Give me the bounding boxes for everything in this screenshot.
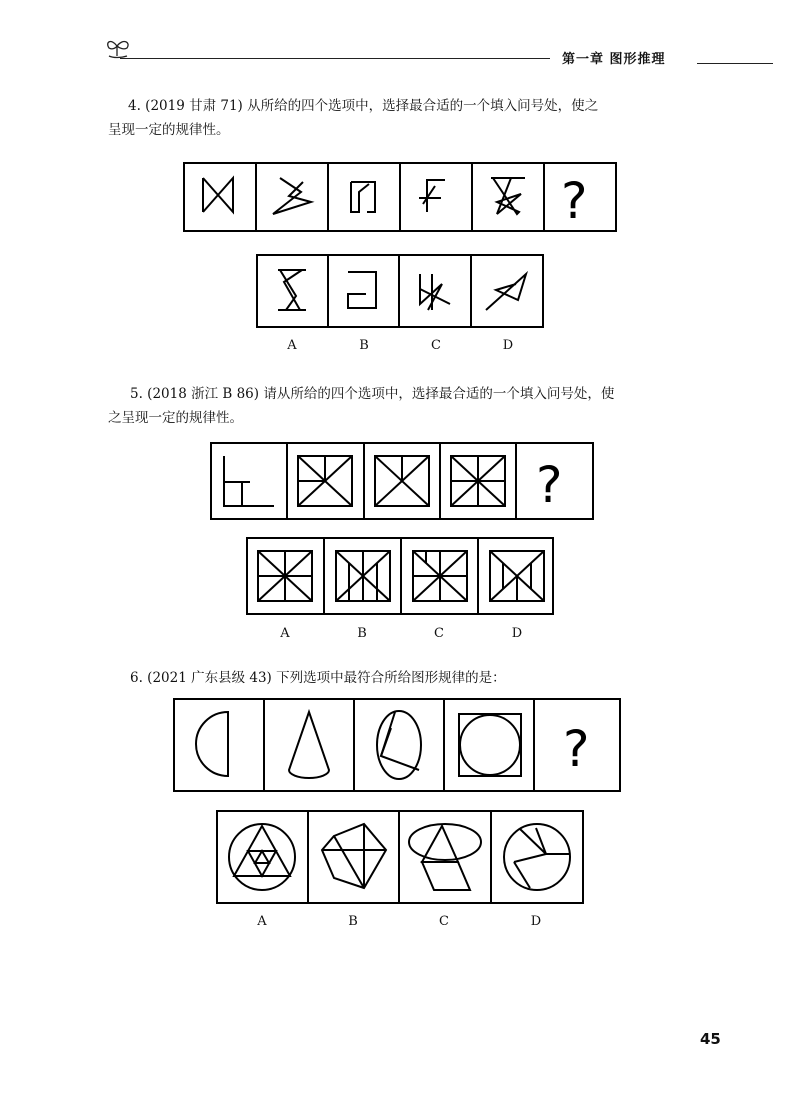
question-6-option-a-label[interactable]: A	[257, 914, 267, 929]
question-4-question-mark: ?	[561, 172, 588, 230]
question-4-option-a-label[interactable]: A	[287, 338, 297, 353]
sprout-icon	[103, 36, 133, 60]
question-5-text-line1: 5. (2018 浙江 B 86) 请从所给的四个选项中，选择最合适的一个填入问号处，使	[130, 386, 615, 402]
question-6-option-b-label[interactable]: B	[348, 914, 358, 929]
question-5-option-d-label[interactable]: D	[511, 626, 523, 641]
question-5-stem-figures	[210, 442, 595, 520]
question-6-option-figures	[216, 810, 586, 906]
question-5-option-b-label[interactable]: B	[357, 626, 367, 641]
page-number: 45	[700, 1030, 721, 1048]
header-rule-left	[120, 58, 550, 59]
header-rule-right	[697, 63, 773, 64]
chapter-title: 第一章 图形推理	[562, 52, 666, 67]
question-5-option-a-label[interactable]: A	[280, 626, 290, 641]
question-6-question-mark: ?	[563, 720, 590, 778]
question-4-option-d-label[interactable]: D	[502, 338, 514, 353]
question-4-option-figures	[256, 254, 546, 328]
question-5-option-c-label[interactable]: C	[434, 626, 444, 641]
question-6-stem-figures	[173, 698, 623, 793]
question-4-option-b-label[interactable]: B	[359, 338, 369, 353]
question-6-option-d-label[interactable]: D	[530, 914, 542, 929]
question-6-text: 6. (2021 广东县级 43) 下列选项中最符合所给图形规律的是：	[130, 670, 506, 686]
question-4-option-c-label[interactable]: C	[431, 338, 441, 353]
question-6-option-c-label[interactable]: C	[439, 914, 449, 929]
question-4-text-line2: 呈现一定的规律性。	[108, 122, 230, 138]
question-5-option-figures	[246, 537, 556, 617]
question-4-text-line1: 4. (2019 甘肃 71) 从所给的四个选项中，选择最合适的一个填入问号处，使之	[128, 98, 599, 114]
question-5-question-mark: ?	[536, 456, 563, 514]
question-4-stem-figures	[183, 162, 618, 232]
question-5-text-line2: 之呈现一定的规律性。	[108, 410, 243, 426]
